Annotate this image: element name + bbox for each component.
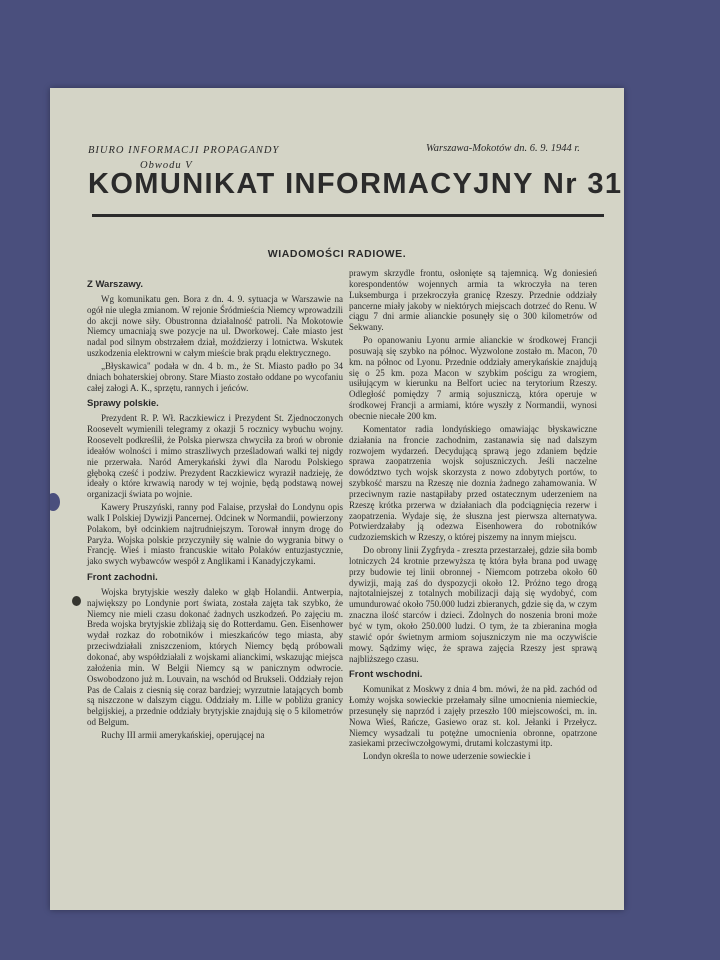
- paragraph: Komunikat z Moskwy z dnia 4 bm. mówi, że na płd. zachód od Łomży wojska sowieckie przełamały silne umocnienia niemieckie, przesunęły się naprzód i zajęły przeszło 100 miejscowości, m. in. Nowa Wieś, Rańcze, Gasiewo oraz st. kol. Jełanki i Przełycz. Niemcy wysadzali tu potężne umocnienia obronne, opatrzone zasiekami przeciwczołgowymi, drutami kolczastymi itp.: [349, 684, 597, 749]
- heading-eastern-front: Front wschodni.: [349, 669, 423, 681]
- paragraph: Prezydent R. P. Wł. Raczkiewicz i Prezydent St. Zjednoczonych Roosevelt wymienili telegramy z okazji 5 rocznicy wybuchu wojny. Roosevelt podkreślił, że Polska pierwsza chwyciła za broń w obronie ideałów wolności i mimo straszliwych prześladowań walki tej nigdy nie przerwała. Naród Amerykański żywi dla Narodu Polskiego głęboką cześć i podziw. Prezydent Raczkiewicz wyraził nadzieję, że ideały o które krwawią narody w tej wojnie, będą podstawą nowej organizacji świata po wojnie.: [87, 413, 343, 500]
- heading-warsaw: Z Warszawy.: [87, 279, 143, 290]
- paragraph: Do obrony linii Zygfryda - zreszta przestarzałej, gdzie siła bomb lotniczych 24 krotnie przewyższa tę która była brana pod uwagę przy budowie tej linii obronnej - Niemcom potrzeba około 60 dywizji, mają zaś do dyspozycji około 12. Próżno tego drogą najtotalniejszej z totalnych mobilizacji dają się wydobyć, com umundurować około 750.000 ludzi zbieranych, gdzie się da, w czym znaczna ilość starców i dzieci. Zdolnych do noszenia broni może być w tym, około 250.000 ludzi. O tym, że ta zbieranina mogła stawić opór świetnym armiom sojuszniczym nie ma oczywiście mowy. Sądzimy więc, że sprawa zajęcia Rzeszy jest sprawą najbliższego czasu.: [349, 545, 597, 664]
- heading-western-front: Front zachodni.: [87, 572, 158, 584]
- title-rule: [92, 214, 604, 217]
- page-title: KOMUNIKAT INFORMACYJNY Nr 31: [88, 168, 623, 200]
- paragraph: prawym skrzydle frontu, osłonięte są tajemnicą. Wg doniesień korespondentów wojennych armia ta wkroczyła na teren Luksemburga i przekroczyła granicę Rzeszy. Przednie oddziały pancerne miały jakoby w niektórych miejscach dotrzeć do Renu. W ciągu 7 dni armie alianckie posunęły się o 300 kilometrów od Sekwany.: [349, 268, 597, 333]
- paragraph: Wg komunikatu gen. Bora z dn. 4. 9. sytuacja w Warszawie na ogół nie uległa zmianom. W rejonie Śródmieścia Niemcy wprowadzili do akcji nowe siły. Obustronna działalność patroli. Na Mokotowie Niemcy umacniają swe pozycje na ul. Dworkowej. Całe miasto jest nadal pod silnym obstrzałem dział, moździerzy i lotnictwa. Wskutek uszkodzenia elektrowni w całym mieście brak prądu elektrycznego.: [87, 293, 343, 359]
- section-title: WIADOMOŚCI RADIOWE.: [267, 248, 407, 260]
- heading-polish-affairs: Sprawy polskie.: [87, 398, 159, 410]
- left-column: [87, 274, 343, 743]
- document-page: [50, 88, 624, 910]
- burn-hole: [50, 493, 60, 511]
- issuer-name: BIURO INFORMACJI PROPAGANDY: [88, 145, 280, 156]
- paragraph: Ruchy III armii amerykańskiej, operującej na: [101, 729, 265, 740]
- place-date: Warszawa-Mokotów dn. 6. 9. 1944 r.: [426, 143, 580, 154]
- paragraph: Wojska brytyjskie weszły daleko w głąb Holandii. Antwerpia, największy po Londynie port świata, została zajęta tak szybko, że Niemcy nie mieli czasu dokonać żadnych uszkodzeń. Po zajęciu m. Breda wojska brytyjskie zbliżają się do Rotterdamu. Gen. Eisenhower wydał rozkaz do robotników i mieszkańców tego miasta, aby przeciwdziałali zniszczeniom, których Niemcy będą próbowali dokonać, aby współdziałali z wojskami alianckimi, wskazując miejsca założenia min. W Belgii Niemcy są w panicznym odwrocie. Oswobodzono już m. Louvain, na wschód od Brukseli. Oddziały rejon Pas de Calais z ciesnią się coraz bardziej; wyrzutnie latających bomb są niszczone w dalszym ciągu. Oddziały m. Lille w pobliżu granicy belgijskiej, a przednie oddziały brytyjskie znajdują się o 5 kilometrów od Belgum.: [87, 586, 343, 728]
- issuer-district: Obwodu V: [140, 160, 193, 171]
- right-column: [349, 268, 597, 764]
- paragraph: Komentator radia londyńskiego omawiając błyskawiczne działania na froncie zachodnim, zastanawia się nad dalszym rozwojem wydarzeń. Decydującą sprawą jego zdaniem będzie sprawa zaopatrzenia wojsk sojuszniczych. Jeśli naczelne dowództwo tych wojsk skorzysta z nowo zdobytych portów, to szybkość marszu na Rzeszę nie doznia żadnego zahamowania. W przeciwnym razie nastąpiłaby przed ostatecznym uderzeniem na Rzeszę krótka przerwa w działaniach dla podciągnięcia rezerw i zaopatrzenia. Wydaje się, że słuszna jest pierwsza alternatywa. Potwierdzałaby ją odezwa Eisenhowera do robotników cudzoziemskich w Rzeszy, o której piszemy na innym miejscu.: [349, 423, 597, 543]
- paragraph: Po opanowaniu Lyonu armie alianckie w środkowej Francji posuwają się szybko na północ. Wyzwolone zostało m. Macon, 70 km. na północ od Lyonu. Przednie oddziały amerykańskie znajdują się o 25 km. poza Macon w szybkim pościgu za wrogiem, usiłującym w kierunku na Belfort uciec na terytorium Rzeszy. Odległość pomiędzy 7 armią sojuszniczą, która operuje w środkowej Francji a armiami, które wyszły z Normandii, wynosi obecnie niecałe 200 km.: [349, 335, 597, 421]
- burn-hole: [72, 596, 81, 606]
- paragraph: Londyn określa to nowe uderzenie sowieckie i: [363, 751, 531, 762]
- paragraph: Kawery Pruszyński, ranny pod Falaise, przysłał do Londynu opis walk I Polskiej Dywizji Pancernej. Odcinek w Normandii, powierzony Polakom, był odcinkiem najtrudniejszym. Torował innym drogę do Paryża. Wojska polskie przyczyniły się walnie do wygrania bitwy o Francję. Wieś i miasto francuskie witało Polaków entuzjastycznie, jako swych wybawców wespół z Anglikami i Kanadyjczykami.: [87, 502, 343, 567]
- paragraph: „Błyskawica" podała w dn. 4 b. m., że St. Miasto padło po 34 dniach bohaterskiej obrony. Stare Miasto zostało oddane po wycofaniu całej załogi A. K., sprzętu, rannych i jeńców.: [87, 360, 343, 393]
